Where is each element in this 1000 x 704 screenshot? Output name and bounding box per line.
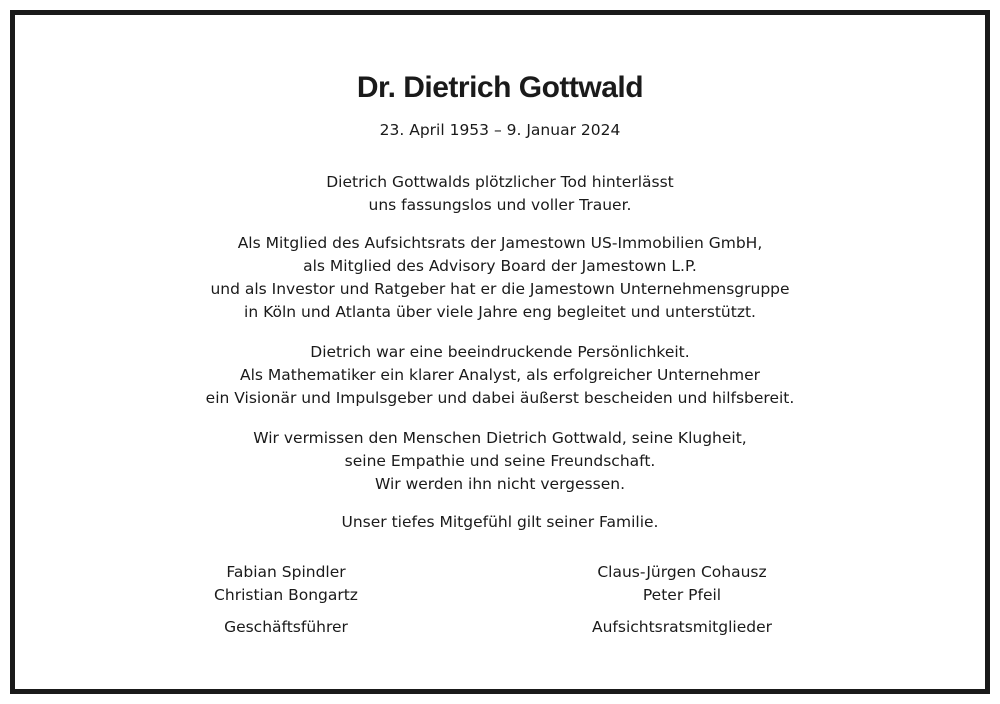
text-line: uns fassungslos und voller Trauer. xyxy=(368,196,632,214)
paragraph-sympathy xyxy=(15,511,985,534)
text-line: Dietrich war eine beeindruckende Persönlichkeit. xyxy=(310,343,690,361)
signatory-name: Claus-Jürgen Cohausz xyxy=(597,563,767,581)
signatory-name: Christian Bongartz xyxy=(214,586,358,604)
text-line: Unser tiefes Mitgefühl gilt seiner Familie. xyxy=(341,513,659,531)
signatory-role: Aufsichtsratsmitglieder xyxy=(591,618,772,636)
text-line: Dietrich Gottwalds plötzlicher Tod hinterlässt xyxy=(326,173,674,191)
text-line: als Mitglied des Advisory Board der Jamestown L.P. xyxy=(303,257,697,275)
text-line: Als Mathematiker ein klarer Analyst, als erfolgreicher Unternehmer xyxy=(239,366,761,384)
text-line: und als Investor und Ratgeber hat er die Jamestown Unternehmensgruppe xyxy=(210,280,790,298)
paragraph-condolence-opening xyxy=(15,171,985,217)
signatory-name: Fabian Spindler xyxy=(226,563,346,581)
signatory-role: Geschäftsführer xyxy=(224,618,348,636)
life-dates: 23. April 1953 – 9. Januar 2024 xyxy=(379,121,621,139)
signatories-supervisory-board xyxy=(532,561,832,639)
text-line: Als Mitglied des Aufsichtsrats der Jamestown US-Immobilien GmbH, xyxy=(237,234,763,252)
text-line: in Köln und Atlanta über viele Jahre eng begleitet und unterstützt. xyxy=(244,303,756,321)
signatory-name: Peter Pfeil xyxy=(642,586,722,604)
obituary-notice xyxy=(15,15,985,689)
text-line: ein Visionär und Impulsgeber und dabei äußerst bescheiden und hilfsbereit. xyxy=(205,389,795,407)
text-line: seine Empathie und seine Freundschaft. xyxy=(344,452,656,470)
text-line: Wir vermissen den Menschen Dietrich Gottwald, seine Klugheit, xyxy=(253,429,747,447)
paragraph-personality xyxy=(15,341,985,410)
paragraph-remembrance xyxy=(15,427,985,496)
paragraph-role-description xyxy=(15,232,985,324)
text-line: Wir werden ihn nicht vergessen. xyxy=(374,475,625,493)
deceased-name: Dr. Dietrich Gottwald xyxy=(356,71,644,104)
signatories-management xyxy=(136,561,436,639)
